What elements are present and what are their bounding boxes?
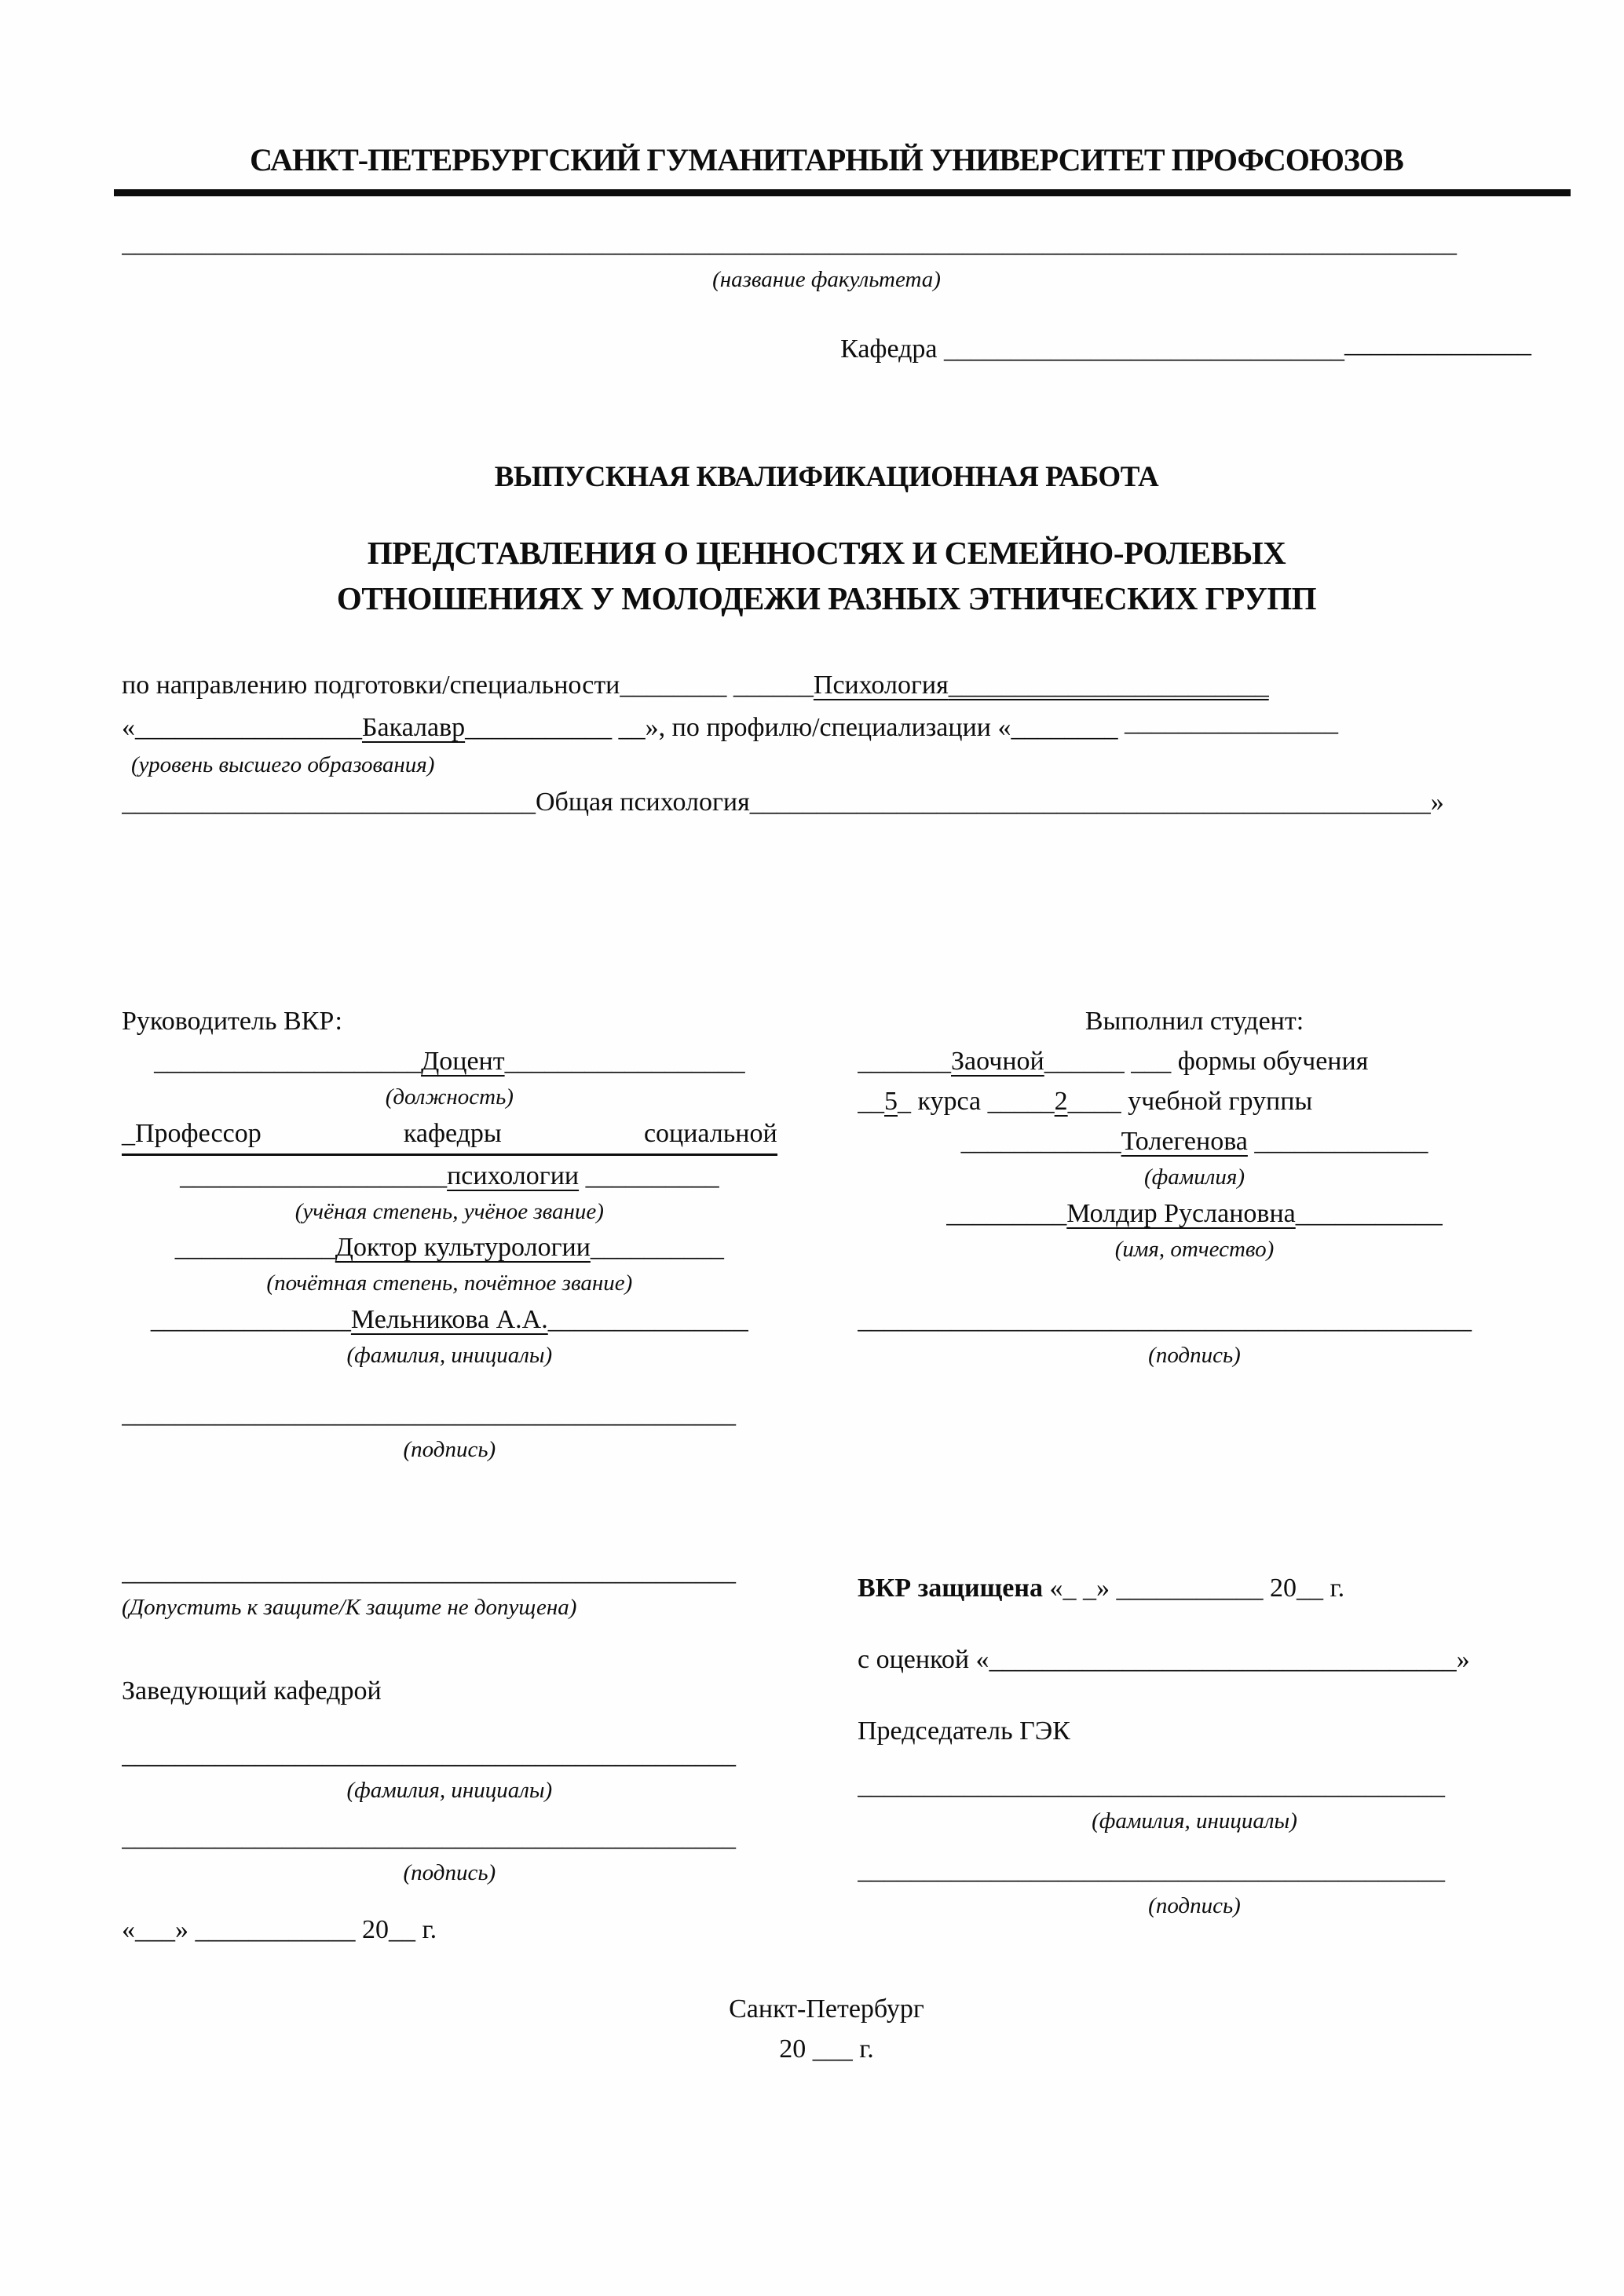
year-label: 20 ___ г. (779, 2035, 874, 2064)
university-name: САНКТ-ПЕТЕРБУРГСКИЙ ГУМАНИТАРНЫЙ УНИВЕРСИТЕТ ПРОФСОЮЗОВ (250, 142, 1403, 177)
supervisor-name-blank-pre: _______________ (150, 1305, 351, 1335)
form-blank-pre: _______ (858, 1047, 951, 1077)
surname-value: Толегенова (1121, 1127, 1248, 1157)
grade-line (858, 1640, 1531, 1680)
admission-date-line: «___» ____________ 20__ г. (122, 1915, 437, 1945)
student-signature-blank: ______________________________________________ (858, 1305, 1472, 1335)
surname-blank-post: _____________ (1247, 1127, 1428, 1157)
form-blank-mid: ______ ___ (1044, 1047, 1172, 1077)
chairman-label: Председатель ГЭК (858, 1717, 1070, 1746)
level-open-quote: « (122, 712, 135, 742)
defended-blank: «_ _» ___________ 20__ г. (1042, 1574, 1345, 1603)
course-mid: _ курса (898, 1087, 988, 1117)
defended-label: ВКР защищена (858, 1574, 1043, 1603)
honorary-blank-pre: ____________ (174, 1233, 335, 1263)
form-value: Заочной (951, 1047, 1044, 1077)
defense-date-line (858, 1568, 1531, 1608)
supervisor-honorary-line (122, 1227, 777, 1267)
group-blank-post: ____ (1067, 1087, 1121, 1117)
admission-decision-blank: ______________________________________________ (122, 1557, 736, 1587)
degree2-value: психологии (447, 1161, 580, 1190)
surname-caption: (фамилия) (1143, 1164, 1245, 1190)
student-heading: Выполнил студент: (1084, 1007, 1304, 1036)
head-signature-blank: ______________________________________________ (122, 1823, 736, 1852)
signatures-section (122, 1001, 1531, 1950)
head-name-blank: ______________________________________________ (122, 1739, 736, 1769)
specialty-blank-3: ________________________ (948, 670, 1269, 700)
grade-blank: ___________________________________ (989, 1645, 1457, 1675)
degree2-blank-post: __________ (579, 1161, 719, 1190)
degree-word-1: _Профессор (122, 1118, 262, 1148)
supervisor-degree-line (122, 1113, 777, 1156)
faculty-blank-line: ____________________________________________________________________________________________________ (122, 228, 1457, 258)
student-column (858, 1001, 1531, 1950)
supervisor-heading: Руководитель ВКР: (122, 1007, 342, 1036)
level-blank-1: _________________ (135, 712, 362, 742)
position-blank-pre: ____________________ (154, 1047, 422, 1077)
supervisor-signature-blank: ______________________________________________ (122, 1398, 736, 1428)
chairman-name-caption: (фамилия, инициалы) (1092, 1808, 1297, 1834)
student-name-line (858, 1194, 1531, 1234)
degree-word-3: социальной (643, 1118, 777, 1148)
degree2-blank-pre: ____________________ (180, 1161, 448, 1190)
group-value: 2 (1054, 1087, 1068, 1117)
specialty-line (122, 664, 1531, 707)
supervisor-position-line (122, 1041, 777, 1081)
specialty-value: Психология (813, 670, 949, 700)
student-surname-line (858, 1121, 1531, 1161)
admission-decision-caption: (Допустить к защите/К защите не допущена) (122, 1595, 577, 1621)
footer (122, 1989, 1531, 2069)
honorary-value: Доктор культурологии (335, 1233, 591, 1263)
degree-word-2: кафедры (403, 1118, 502, 1148)
level-caption: (уровень высшего образования) (131, 752, 435, 778)
department-row (122, 329, 1531, 369)
position-value: Доцент (421, 1047, 505, 1077)
profile-blank-a: ________ (1011, 712, 1118, 742)
level-line (122, 707, 1531, 749)
profile-line (122, 781, 1531, 824)
student-name-blank-post: ___________ (1295, 1198, 1443, 1228)
profile-blank-3: ________________________________________ (896, 787, 1431, 817)
supervisor-name-value: Мельникова А.А. (350, 1305, 548, 1335)
grade-label: с оценкой « (858, 1645, 989, 1675)
honorary-blank-post: __________ (590, 1233, 724, 1263)
student-course-line (858, 1081, 1531, 1121)
specialty-blank-1: ________ (620, 670, 727, 700)
thesis-title-line-1: ПРЕДСТАВЛЕНИЯ О ЦЕННОСТЯХ И СЕМЕЙНО-РОЛЕВЫХ (367, 535, 1286, 572)
grade-close-quote: » (1456, 1645, 1470, 1675)
surname-blank-pre: ____________ (960, 1127, 1121, 1157)
profile-blank-1: _______________________________ (122, 787, 536, 817)
faculty-caption: (название факультета) (712, 267, 941, 293)
level-value: Бакалавр (362, 712, 466, 742)
student-name-caption: (имя, отчество) (1114, 1236, 1275, 1262)
group-blank-pre: _____ (987, 1087, 1055, 1117)
profile-label: », по профилю/специализации « (645, 712, 1011, 742)
department-blank-1: ______________________________ (944, 335, 1344, 364)
supervisor-name-caption: (фамилия, инициалы) (346, 1343, 553, 1369)
department-label: Кафедра (840, 335, 944, 364)
profile-value: Общая психология (536, 787, 750, 817)
chairman-signature-blank: ____________________________________________ (858, 1855, 1445, 1885)
degree-caption: (учёная степень, учёное звание) (294, 1198, 604, 1224)
course-blank-pre: __ (858, 1087, 884, 1117)
profile-blank-2: ___________ (749, 787, 897, 817)
work-type-heading: ВЫПУСКНАЯ КВАЛИФИКАЦИОННАЯ РАБОТА (494, 461, 1159, 494)
position-caption: (должность) (385, 1084, 514, 1110)
student-signature-caption: (подпись) (1148, 1343, 1241, 1369)
supervisor-degree-line-2 (122, 1156, 777, 1196)
head-name-caption: (фамилия, инициалы) (346, 1777, 553, 1803)
supervisor-name-line (122, 1300, 777, 1340)
thesis-title (122, 530, 1531, 621)
group-label: учебной группы (1121, 1087, 1313, 1117)
chairman-signature-caption: (подпись) (1148, 1892, 1241, 1918)
student-name-value: Молдир Руслановна (1066, 1198, 1296, 1228)
level-blank-2: ___________ (465, 712, 613, 742)
level-blank-3: __ (618, 712, 646, 742)
supervisor-column (122, 1001, 777, 1950)
head-signature-caption: (подпись) (403, 1860, 496, 1886)
profile-close-quote: » (1430, 787, 1444, 817)
position-blank-post: __________________ (504, 1047, 745, 1077)
specialty-blank-2: ______ (733, 670, 814, 700)
course-value: 5 (884, 1087, 898, 1117)
student-name-blank-pre: _________ (946, 1198, 1067, 1228)
form-label: формы обучения (1171, 1047, 1369, 1077)
department-blank-2: ______________ (1344, 329, 1531, 359)
header-rule (114, 189, 1571, 196)
specialty-label: по направлению подготовки/специальности (122, 670, 620, 700)
city-label: Санкт-Петербург (729, 1994, 924, 2024)
honorary-caption: (почётная степень, почётное звание) (266, 1270, 633, 1296)
student-form-line (858, 1041, 1531, 1081)
supervisor-name-blank-post: _______________ (547, 1305, 748, 1335)
profile-blank-b: ________________ (1124, 707, 1338, 737)
thesis-title-line-2: ОТНОШЕНИЯХ У МОЛОДЕЖИ РАЗНЫХ ЭТНИЧЕСКИХ ГРУПП (336, 580, 1317, 617)
supervisor-signature-caption: (подпись) (403, 1436, 496, 1462)
department-head-label: Заведующий кафедрой (122, 1676, 382, 1706)
chairman-name-blank: ____________________________________________ (858, 1771, 1445, 1801)
